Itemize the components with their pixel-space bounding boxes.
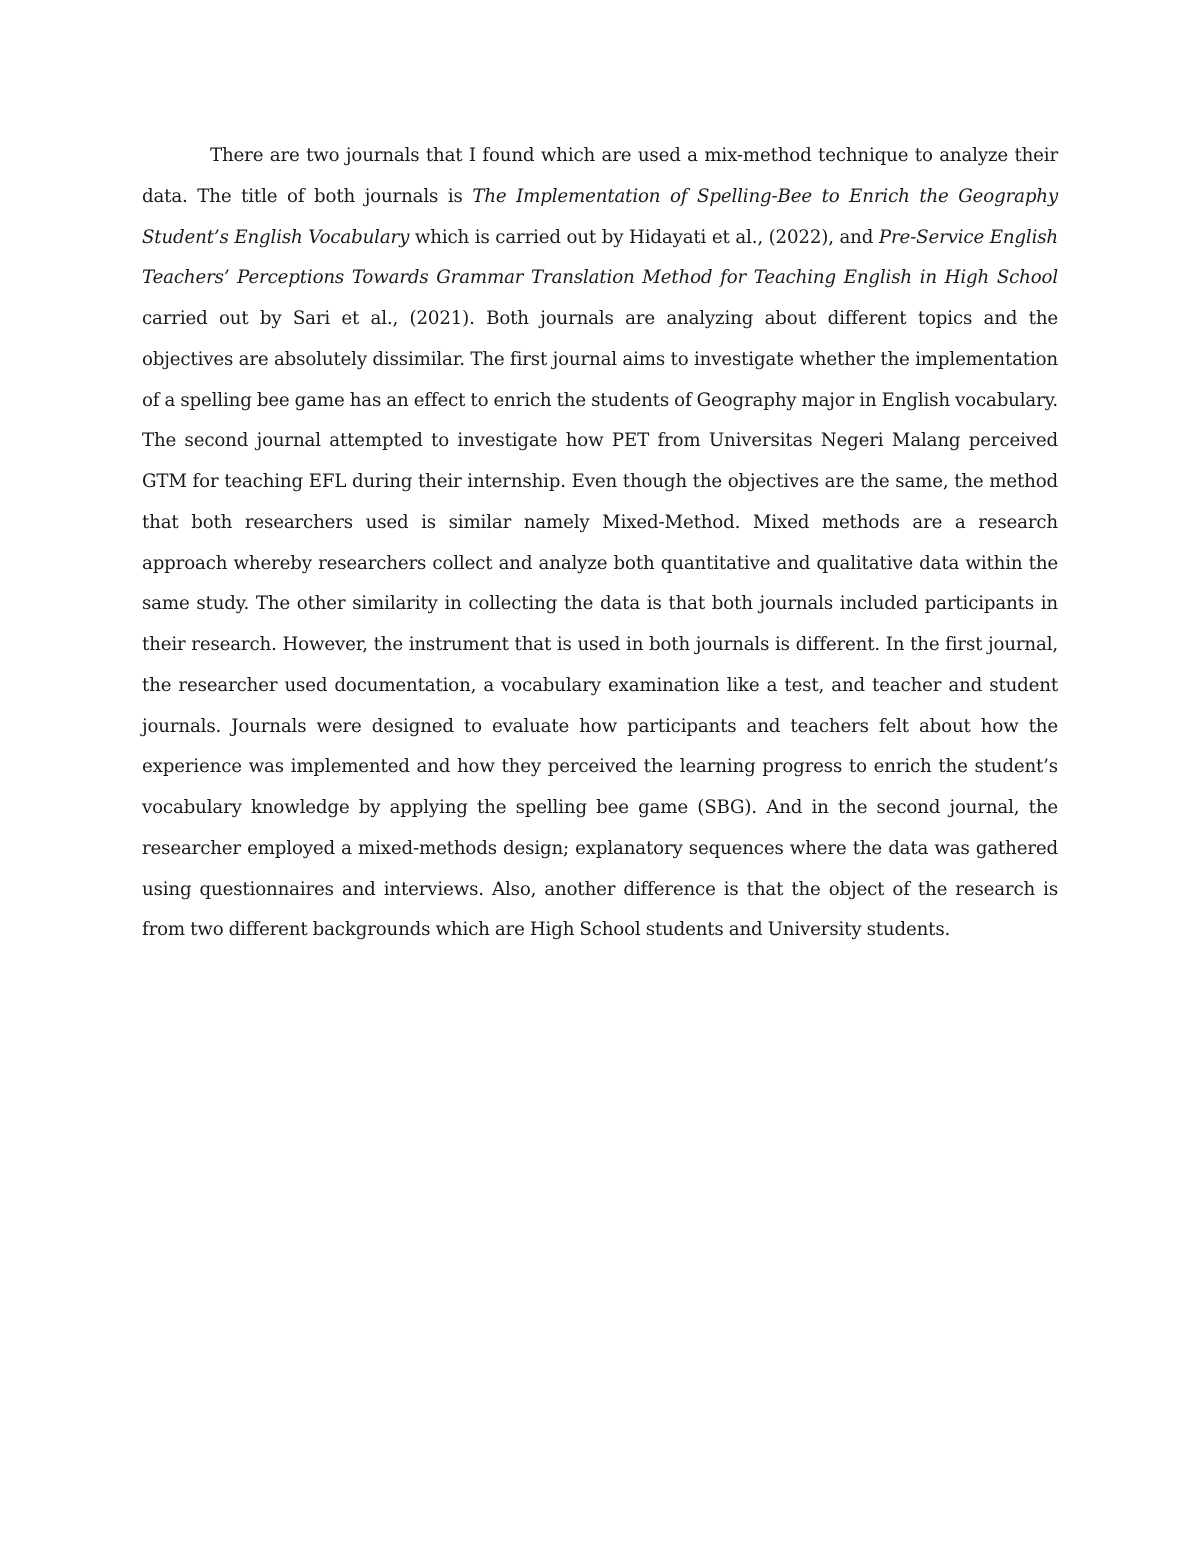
paragraph-text-run: There are two journals that I found which are used a mix-method technique to analyze their data. The title of both journals is [142, 145, 1058, 207]
paragraph-text-run: carried out by Sari et al., (2021). Both journals are analyzing about different topics and the objectives are absolutely dissimilar. The first journal aims to investigate whether the implementation of a spelling bee game has an effect to enrich the students of Geography major in English vocabulary. The second journal attempted to investigate how PET from Universitas Negeri Malang perceived GTM for teaching EFL during their internship. Even though the objectives are the same, the method that both researchers used is similar namely Mixed-Method. Mixed methods are a research approach whereby researchers collect and analyze both quantitative and qualitative data within the same study. The other similarity in collecting the data is that both journals included participants in their research. However, the instrument that is used in both journals is different. In the first journal, the researcher used documentation, a vocabulary examination like a test, and teacher and student journals. Journals were designed to evaluate how participants and teachers felt about how the experience was implemented and how they perceived the learning progress to enrich the student’s vocabulary knowledge by applying the spelling bee game (SBG). And in the second journal, the researcher employed a mixed-methods design; explanatory sequences where the data was gathered using questionnaires and interviews. Also, another difference is that the object of the research is from two different backgrounds which are High School students and University students. [142, 308, 1058, 941]
journal-title-italic: Pre-Service English Teachers’ Perceptions Towards Grammar Translation Method for Teaching English in High School [142, 226, 1058, 289]
paragraph-text-run: which is carried out by Hidayati et al., (2022), and [409, 226, 879, 248]
body-paragraph [142, 136, 1058, 951]
journal-title-italic: The Implementation of Spelling-Bee to Enrich the Geography Student’s English Vocabulary [142, 185, 1058, 248]
